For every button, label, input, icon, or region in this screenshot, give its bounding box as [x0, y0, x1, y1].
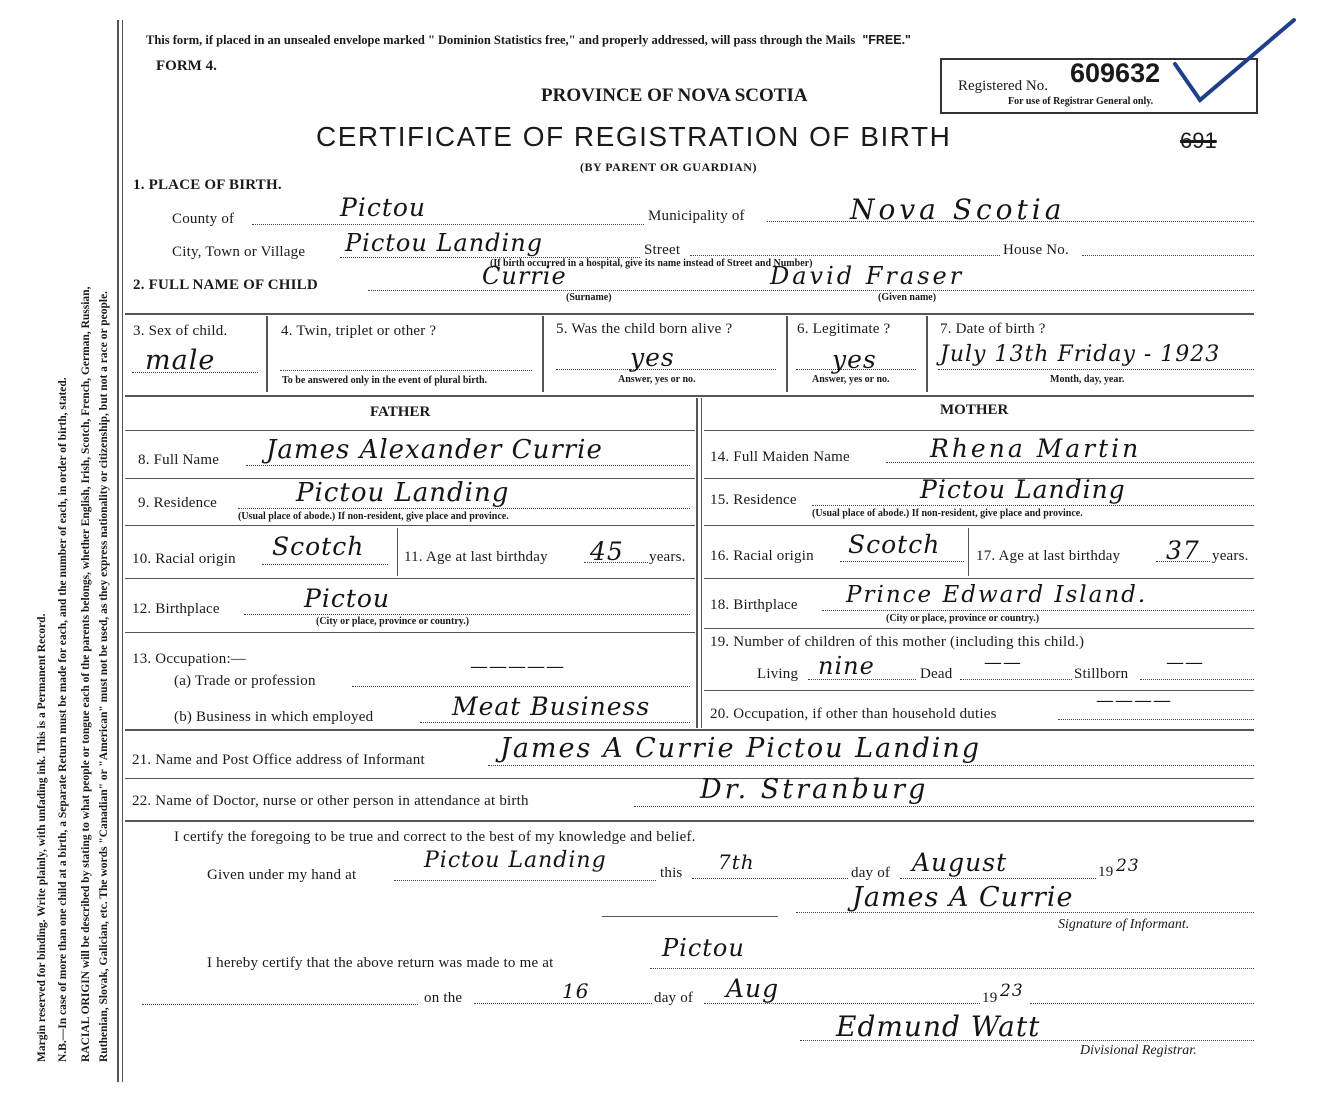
doctor-value: Dr. Stranburg [700, 774, 929, 805]
mother-birthplace-line [822, 610, 1254, 611]
return-day-of-label: day of [654, 990, 694, 1006]
divider-v-alive [786, 316, 788, 392]
city-label: City, Town or Village [172, 244, 306, 260]
county-value: Pictou [340, 193, 427, 222]
twin-label: 4. Twin, triplet or other ? [281, 323, 437, 339]
this-label: this [660, 865, 683, 881]
legit-label: 6. Legitimate ? [797, 321, 891, 337]
day-of-label: day of [851, 865, 891, 881]
return-year-value: 23 [1000, 981, 1024, 1001]
dead-label: Dead [920, 666, 953, 682]
certify-statement: I certify the foregoing to be true and correct to the best of my knowledge and belief. [174, 829, 696, 845]
father-business-line [420, 722, 690, 723]
mother-residence-line [812, 505, 1254, 506]
doctor-line [634, 806, 1254, 807]
father-heading: FATHER [370, 404, 431, 420]
return-day-line [474, 1003, 652, 1004]
form-number: FORM 4. [156, 58, 217, 74]
registrar-signature: Edmund Watt [836, 1010, 1041, 1043]
father-name-value: James Alexander Currie [266, 435, 603, 465]
margin-note-binding: Margin reserved for binding. Write plainly, with unfading ink. This is a Permanent Record. [36, 613, 48, 1062]
informant-value: James A Currie Pictou Landing [500, 733, 982, 764]
living-value: nine [818, 652, 875, 680]
mother-name-label: 14. Full Maiden Name [710, 449, 850, 465]
child-name-label: 2. FULL NAME OF CHILD [133, 277, 318, 293]
margin-note-racial-origin: RACIAL ORIGIN will be described by stating to what people or tongue each of the parents belongs, whether English, Irish, Scotch, French, German, Russian, [80, 286, 92, 1062]
mail-notice: This form, if placed in an unsealed envelope marked " Dominion Statistics free," and properly addressed, will pass through the Mails "FREE." [146, 33, 911, 47]
father-name-line [246, 465, 690, 466]
mother-rule-2 [704, 525, 1254, 526]
month-line [900, 878, 1096, 879]
alive-note: Answer, yes or no. [618, 374, 696, 385]
mother-occupation-value: ———— [1096, 690, 1172, 711]
informant-line [488, 765, 1254, 766]
mother-birthplace-label: 18. Birthplace [710, 597, 798, 613]
binding-line-2 [122, 20, 123, 1082]
on-the-label: on the [424, 990, 463, 1006]
father-birthplace-label: 12. Birthplace [132, 601, 220, 617]
father-residence-value: Pictou Landing [296, 478, 510, 508]
given-place-value: Pictou Landing [424, 848, 607, 873]
return-month-line [704, 1003, 980, 1004]
stillborn-label: Stillborn [1074, 666, 1129, 682]
father-birthplace-line [244, 614, 690, 615]
legit-note: Answer, yes or no. [812, 374, 890, 385]
father-residence-note: (Usual place of abode.) If non-resident, give place and province. [238, 511, 509, 522]
return-year-prefix: 19 [982, 990, 998, 1006]
mother-racial-label: 16. Racial origin [710, 548, 814, 564]
divider-parents-center-1 [696, 398, 698, 728]
alive-label: 5. Was the child born alive ? [556, 321, 733, 337]
municipality-value: Nova Scotia [850, 193, 1066, 226]
city-value: Pictou Landing [345, 229, 544, 257]
mother-rule-4 [704, 628, 1254, 629]
certificate-subtitle: (BY PARENT OR GUARDIAN) [580, 160, 757, 174]
father-birthplace-note: (City or place, province or country.) [316, 616, 470, 627]
divider-certification-top [125, 820, 1254, 822]
signature-caption: Signature of Informant. [1058, 917, 1190, 932]
dob-note: Month, day, year. [1050, 374, 1125, 385]
father-business-value: Meat Business [452, 692, 651, 721]
registrar-note: For use of Registrar General only. [1008, 96, 1154, 107]
living-label: Living [757, 666, 799, 682]
children-label: 19. Number of children of this mother (including this child.) [710, 634, 1085, 650]
day-value: 7th [718, 850, 755, 874]
father-trade-value: ————— [470, 656, 565, 677]
hospital-note: (If birth occurred in a hospital, give its name instead of Street and Number) [490, 258, 813, 269]
father-residence-label: 9. Residence [138, 495, 218, 511]
dob-value: July 13th Friday - 1923 [940, 342, 1221, 367]
mother-age-label: 17. Age at last birthday [976, 548, 1121, 564]
signature-line-left [602, 916, 778, 917]
day-line [692, 878, 848, 879]
return-statement: I hereby certify that the above return was made to me at [207, 955, 554, 971]
father-years-label: years. [649, 549, 686, 565]
given-label: Given under my hand at [207, 867, 357, 883]
margin-note-racial-origin-2: Ruthenian, Slovak, Galician, etc. The words "Canadian" or "American" must not be used, as they express nationality or citizenship, but not a race or people. [98, 290, 110, 1062]
registrar-caption: Divisional Registrar. [1080, 1043, 1197, 1058]
place-of-birth-label: 1. PLACE OF BIRTH. [133, 177, 282, 193]
mother-occupation-line [1058, 719, 1254, 720]
mother-age-value: 37 [1166, 536, 1200, 565]
return-year-line [1030, 1003, 1254, 1004]
divider-v-sex [266, 316, 268, 392]
dead-value: —— [984, 652, 1022, 673]
mother-name-value: Rhena Martin [930, 434, 1142, 463]
mail-free: "FREE." [862, 33, 911, 47]
return-place-value: Pictou [662, 934, 745, 962]
child-given-value: David Fraser [770, 262, 965, 290]
twin-note: To be answered only in the event of plural birth. [282, 375, 488, 386]
father-name-label: 8. Full Name [138, 452, 220, 468]
father-residence-line [238, 508, 690, 509]
mother-residence-label: 15. Residence [710, 492, 797, 508]
street-label: Street [644, 242, 681, 258]
father-racial-value: Scotch [272, 532, 365, 561]
doctor-label: 22. Name of Doctor, nurse or other person in attendance at birth [132, 793, 529, 809]
return-month-value: Aug [726, 974, 780, 1003]
mother-occupation-label: 20. Occupation, if other than household duties [710, 706, 997, 722]
divider-v-twin [542, 316, 544, 392]
surname-caption: (Surname) [566, 292, 612, 303]
return-place-line [650, 968, 1254, 969]
province-heading: PROVINCE OF NOVA SCOTIA [541, 85, 808, 106]
year-value: 23 [1116, 856, 1140, 876]
father-rule-2 [125, 525, 695, 526]
county-line [252, 224, 644, 225]
mother-residence-note: (Usual place of abode.) If non-resident, give place and province. [812, 508, 1083, 519]
twin-line [280, 370, 532, 371]
mother-residence-value: Pictou Landing [920, 475, 1126, 504]
divider-informant [125, 778, 1254, 779]
house-label: House No. [1003, 242, 1069, 258]
father-racial-divider [397, 528, 398, 576]
child-surname-value: Currie [482, 262, 567, 290]
father-trade-label: (a) Trade or profession [174, 673, 316, 689]
divider-parents-center-2 [701, 398, 702, 728]
divider-v-legit [926, 316, 928, 392]
father-rule-4 [125, 632, 695, 633]
father-trade-line [352, 686, 690, 687]
mother-years-label: years. [1212, 548, 1249, 564]
struck-number: 691 [1180, 128, 1217, 153]
divider-top-row [125, 313, 1254, 315]
mother-heading-rule [704, 430, 1254, 431]
mother-birthplace-note: (City or place, province or country.) [886, 613, 1040, 624]
sex-value: male [145, 345, 216, 376]
father-racial-label: 10. Racial origin [132, 551, 236, 567]
dob-label: 7. Date of birth ? [940, 321, 1046, 337]
given-caption: (Given name) [878, 292, 937, 303]
dead-line [960, 679, 1072, 680]
street-line [690, 255, 1000, 256]
sex-label: 3. Sex of child. [133, 323, 228, 339]
alive-value: yes [630, 343, 675, 372]
municipality-label: Municipality of [648, 208, 745, 224]
county-label: County of [172, 211, 235, 227]
father-business-label: (b) Business in which employed [174, 709, 374, 725]
mother-racial-value: Scotch [848, 530, 941, 559]
father-racial-line [262, 564, 388, 565]
dob-line [938, 369, 1254, 370]
legit-value: yes [832, 345, 877, 374]
informant-label: 21. Name and Post Office address of Informant [132, 752, 425, 768]
stillborn-value: —— [1166, 652, 1204, 673]
father-age-label: 11. Age at last birthday [404, 549, 548, 565]
certificate-title: CERTIFICATE OF REGISTRATION OF BIRTH [316, 121, 952, 152]
mother-heading: MOTHER [940, 402, 1009, 418]
mother-rule-3 [704, 578, 1254, 579]
return-day-value: 16 [562, 979, 590, 1003]
given-place-line [394, 880, 656, 881]
checkmark-icon [1170, 12, 1300, 108]
registered-number: 609632 [1070, 58, 1161, 88]
stillborn-line [1140, 679, 1254, 680]
father-heading-rule [125, 430, 695, 431]
informant-signature: James A Currie [852, 882, 1074, 913]
margin-note-multiple-births: N.B.—In case of more than one child at a birth, a Separate Return must be made for each, and the number of each, in order of birth, stated. [57, 377, 69, 1062]
registered-label: Registered No. [958, 78, 1048, 94]
month-value: August [912, 848, 1008, 877]
child-name-line [368, 290, 1254, 291]
father-birthplace-value: Pictou [304, 584, 391, 613]
divider-parents-top [125, 395, 1254, 397]
mother-racial-divider [968, 528, 969, 576]
house-line [1082, 255, 1254, 256]
year-prefix: 19 [1098, 864, 1114, 880]
binding-line-1 [117, 20, 119, 1082]
registrar-line [800, 1040, 1254, 1041]
return-lead-line [142, 1004, 418, 1005]
father-occupation-label: 13. Occupation:— [132, 651, 247, 667]
mother-racial-line [840, 561, 964, 562]
father-rule-3 [125, 578, 695, 579]
father-age-value: 45 [590, 537, 624, 566]
divider-informant-top [125, 729, 1254, 731]
mother-birthplace-value: Prince Edward Island. [846, 582, 1148, 608]
